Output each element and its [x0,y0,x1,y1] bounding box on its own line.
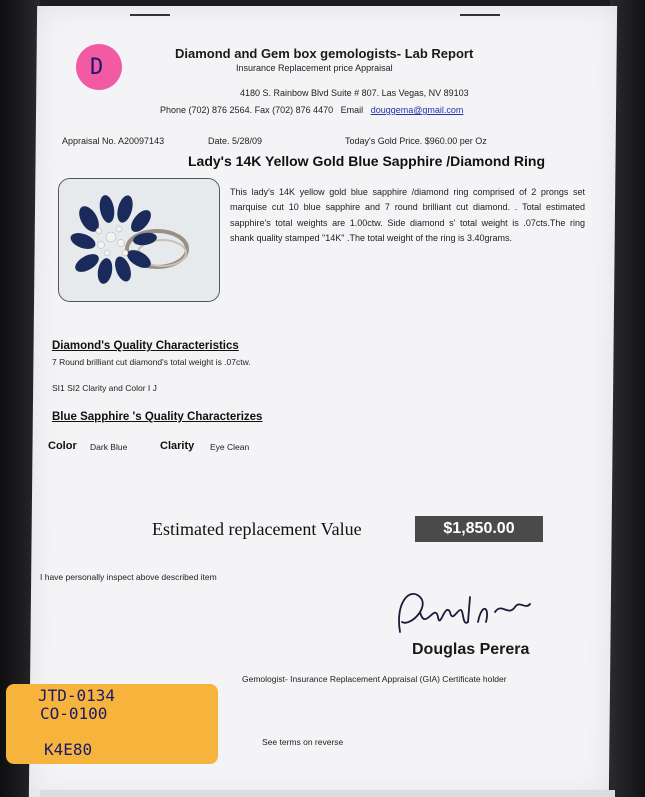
clarity-label: Clarity [160,440,195,452]
lab-address: 4180 S. Rainbow Blvd Suite # 807. Las Vegas, NV 89103 [240,88,469,98]
diamond-weight: 7 Round brilliant cut diamond's total weight is .07ctw. [52,357,251,367]
item-title: Lady's 14K Yellow Gold Blue Sapphire /Diamond Ring [188,153,546,169]
sticker-code-3: K4E80 [44,740,93,759]
email-link[interactable]: douggema@gmail.com [370,105,464,115]
punch-mark-left [130,14,170,16]
gold-price: Today's Gold Price. $960.00 per Oz [345,136,487,146]
ring-photo [58,178,220,302]
sapphire-heading: Blue Sapphire 's Quality Characterizes [52,411,263,423]
color-label: Color [48,440,77,452]
handwritten-signature [390,582,540,644]
clarity-value: Eye Clean [210,442,250,452]
punch-mark-right [460,14,500,16]
phone-fax: Phone (702) 876 2564. Fax (702) 876 4470 [160,105,334,115]
ring-image [59,179,219,301]
lab-subtitle: Insurance Replacement price Appraisal [236,63,393,73]
appraisal-number: Appraisal No. A20097143 [62,136,165,146]
signer-name: Douglas Perera [412,641,530,658]
terms-note: See terms on reverse [262,737,344,747]
color-value: Dark Blue [90,442,128,452]
pink-sticker-letter: D [90,55,104,80]
paper-stack-edge [40,790,615,797]
sticker-code-2: CO-0100 [40,704,108,723]
item-description: This lady's 14K yellow gold blue sapphire /diamond ring comprised of 2 prongs set marquise cut 10 blue sapphire and 7 round brilliant cut diamond. . Total estimated sapphire's total weights are 1.00ctw. Side diamond s' total weight is .07cts.The ring shank quality stamped "14K" .The total weight of the ring is 3.40grams. [230,187,585,243]
lab-title: Diamond and Gem box gemologists- Lab Report [175,46,474,61]
sticker-code-1: JTD-0134 [38,686,116,705]
email-label: Email [340,105,364,115]
valuation-amount: $1,850.00 [415,516,543,542]
appraisal-date: Date. 5/28/09 [208,136,263,146]
diamond-heading: Diamond's Quality Characteristics [52,340,239,352]
inspection-note: I have personally inspect above described item [40,572,217,582]
lab-contact [160,105,463,115]
diamond-clarity-color: SI1 SI2 Clarity and Color I J [52,383,157,393]
valuation-label: Estimated replacement Value [152,519,362,539]
signer-credential: Gemologist- Insurance Replacement Appraisal (GIA) Certificate holder [242,674,507,684]
